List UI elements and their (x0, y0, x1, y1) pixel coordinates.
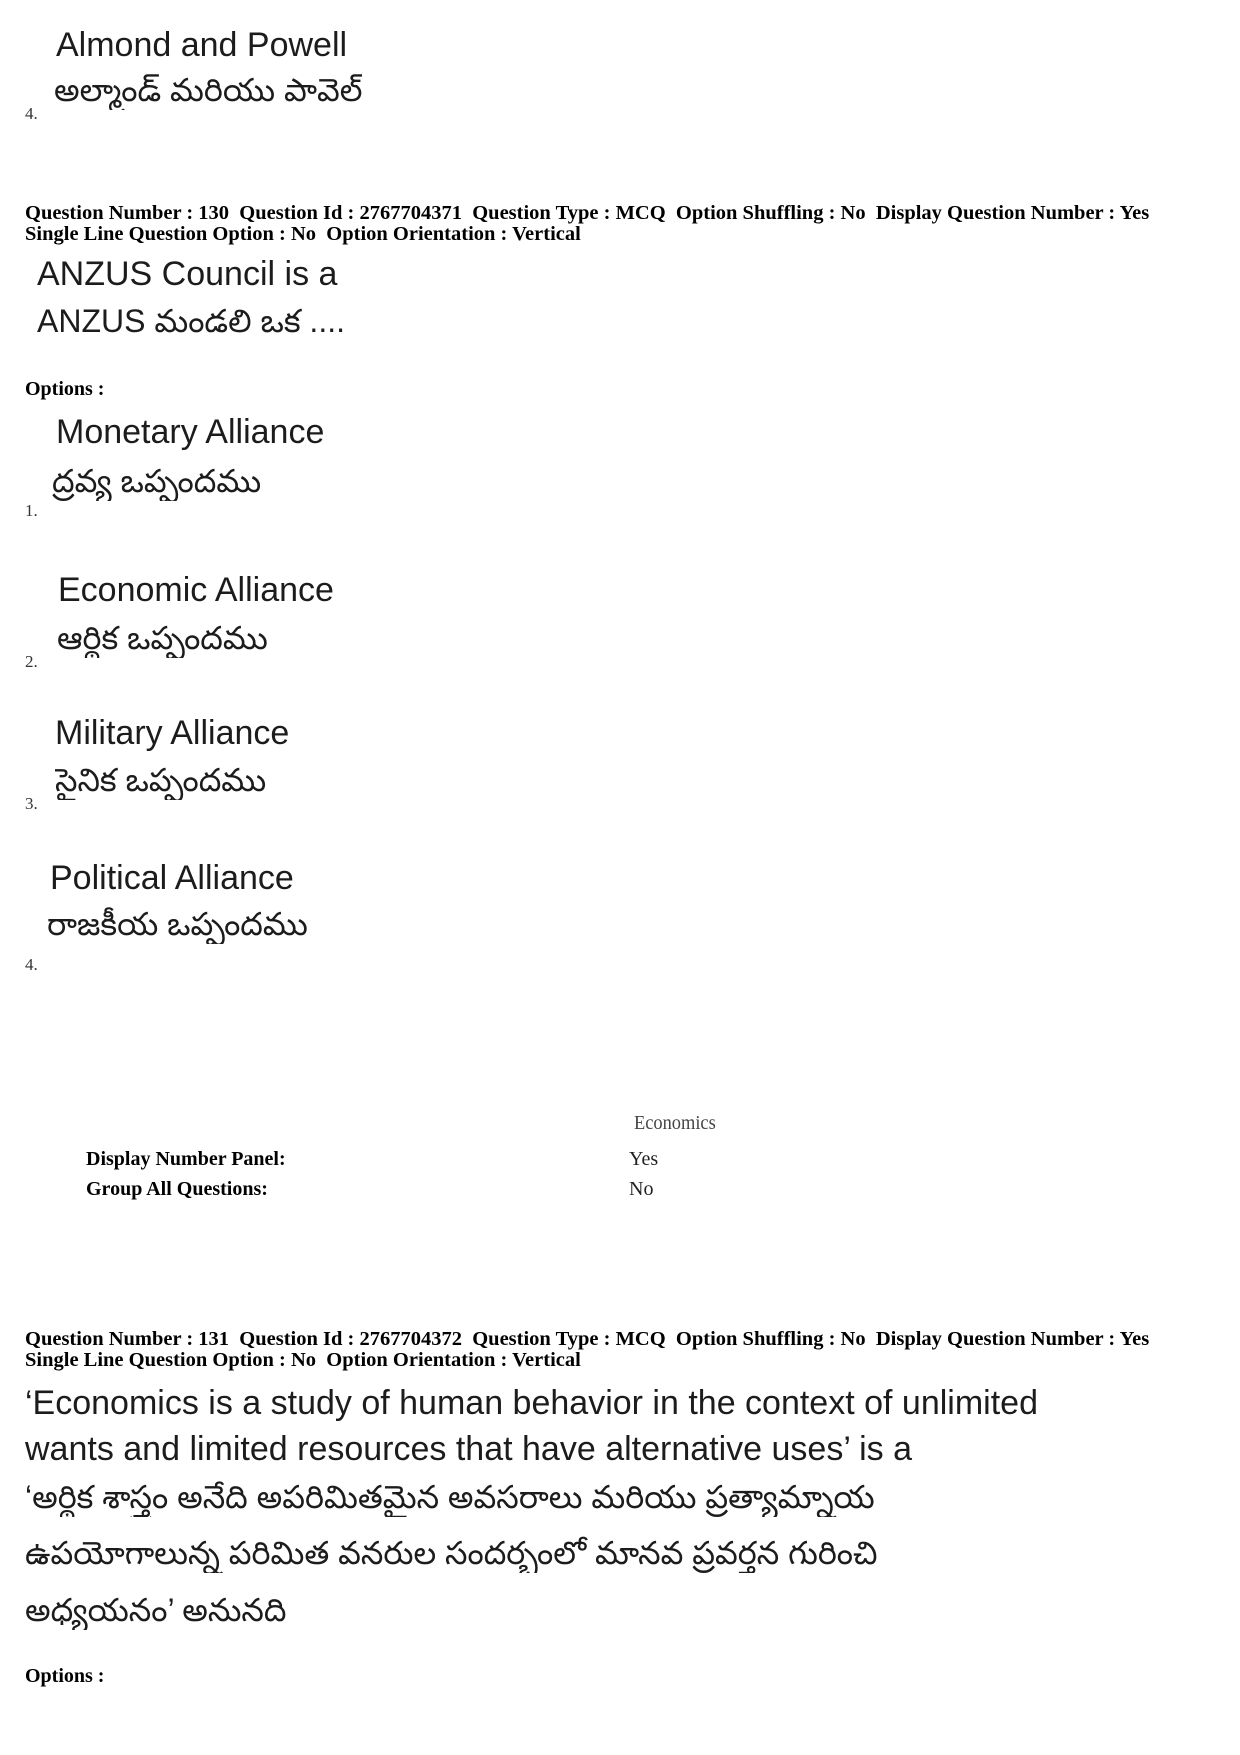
option-number: 3. (25, 794, 38, 813)
question-text-telugu-line: ‘అర్థిక శాస్త్రం అనేది అపరిమితమైన అవసరాలు మరియు ప్రత్యామ్నాయ (25, 1479, 875, 1515)
option-number: 4. (25, 955, 38, 974)
question-text-english-line: ‘Economics is a study of human behavior in the context of unlimited (25, 1384, 1038, 1422)
option-telugu-text: సైనిక ఒప్పందము (55, 762, 267, 798)
group-all-questions-label: Group All Questions: (86, 1178, 268, 1200)
option-english-text: Economic Alliance (58, 571, 334, 609)
option-number: 4. (25, 104, 38, 123)
question-header-line-2: Single Line Question Option : No Option Orientation : Vertical (25, 223, 581, 245)
option-telugu-text: అల్మాండ్ మరియు పావెల్ (54, 72, 363, 108)
question-text-english-line: wants and limited resources that have alternative uses’ is a (25, 1430, 912, 1468)
option-telugu-text: ఆర్థిక ఒప్పందము (57, 620, 268, 656)
option-english-text: Political Alliance (50, 859, 294, 897)
question-header-line-1: Question Number : 131 Question Id : 2767704372 Question Type : MCQ Option Shuffling : No Display Question Number : Yes (25, 1328, 1150, 1350)
question-header-line-2: Single Line Question Option : No Option Orientation : Vertical (25, 1349, 581, 1371)
question-text-telugu-line: ఉపయోగాలున్న పరిమిత వనరుల సందర్భంలో మానవ ప్రవర్తన గురించి (25, 1535, 878, 1571)
option-number: 2. (25, 652, 38, 671)
question-text-english: ANZUS Council is a (37, 255, 338, 293)
display-number-panel-value: Yes (629, 1148, 659, 1170)
option-english-text: Almond and Powell (56, 26, 348, 64)
question-text-telugu: ANZUS మండలి ఒక .... (37, 303, 345, 339)
section-name: Economics (634, 1112, 716, 1134)
option-english-text: Monetary Alliance (56, 413, 325, 451)
display-number-panel-label: Display Number Panel: (86, 1148, 286, 1170)
option-telugu-text: రాజకీయ ఒప్పందము (47, 906, 308, 942)
option-telugu-text: ద్రవ్య ఒప్పందము (52, 463, 262, 499)
group-all-questions-value: No (629, 1178, 654, 1200)
question-text-telugu-line: అధ్యయనం’ అనునది (25, 1592, 287, 1628)
question-header-line-1: Question Number : 130 Question Id : 2767704371 Question Type : MCQ Option Shuffling : No Display Question Number : Yes (25, 202, 1150, 224)
options-label: Options : (25, 378, 105, 400)
option-number: 1. (25, 501, 38, 520)
options-label: Options : (25, 1665, 105, 1687)
option-english-text: Military Alliance (55, 714, 290, 752)
